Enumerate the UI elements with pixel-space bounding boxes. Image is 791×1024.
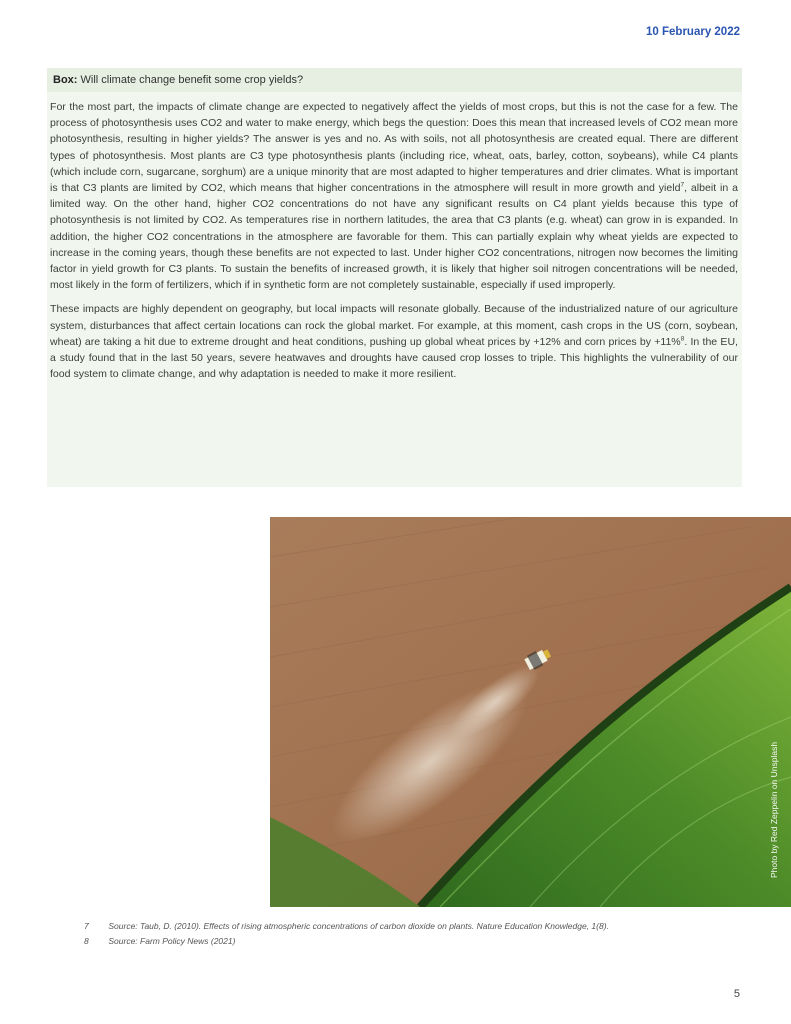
box-label: Box: [53, 74, 78, 86]
footnote-8 [84, 936, 609, 946]
page-number: 5 [733, 988, 740, 1000]
box-paragraph-1 [50, 99, 738, 293]
footnote-ref-8[interactable]: 8 [680, 335, 685, 343]
paragraph-2-text-b: . In the EU, a study found that in the last 50 years, severe heatwaves and droughts have caused crop losses to triple. This highlights the vulnerability of our food system to climate change, and why adaptation is needed to make it more resilient. [50, 335, 738, 381]
box-header [47, 68, 742, 92]
box-paragraph-2 [50, 301, 738, 382]
paragraph-1-text-a: For the most part, the impacts of climate change are expected to negatively affect the yields of most crops, but this is not the case for a few. The process of photosynthesis uses CO2 and water to make energy, which begs the question: Does this mean that increased levels of CO2 mean more photosynthesis, resulting in higher yields? The answer is yes and no. As with soils, not all photosynthesis are created equal. There are different types of photosynthesis. Most plants are C3 type photosynthesis plants (including rice, wheat, oats, barley, cotton, soybeans), while C4 plants (which include corn, sugarcane, sorghum) are a unique minority that are most adapted to higher temperatures and drier climates. What is important is that C3 plants are limited by CO2, which means that higher concentrations in the atmosphere will result in more growth and yield [50, 101, 738, 195]
footnote-number: 8 [84, 936, 89, 946]
field-illustration [270, 517, 791, 907]
header-date: 10 February 2022 [646, 26, 740, 38]
footnote-7 [84, 921, 609, 931]
paragraph-2-text-a: These impacts are highly dependent on geography, but local impacts will resonate globally. Because of the industrialized nature of our agriculture system, disturbances that affect certain locations can rock the global market. For example, at this moment, cash crops in the US (corn, soybean, wheat) are taking a hit due to extreme drought and heat conditions, pushing up global wheat prices by +12% and corn prices by +11% [50, 303, 738, 348]
box-title: Will climate change benefit some crop yields? [80, 74, 304, 86]
info-box [47, 68, 742, 487]
footnotes [84, 921, 609, 951]
photo-credit: Photo by Red Zeppelin on Unsplash [769, 741, 779, 878]
footnote-text: Source: Farm Policy News (2021) [108, 936, 236, 946]
footnote-text: Source: Taub, D. (2010). Effects of rising atmospheric concentrations of carbon dioxide on plants. Nature Education Knowledge, 1(8). [108, 921, 609, 931]
footnote-ref-7[interactable]: 7 [680, 181, 685, 189]
aerial-field-photo [270, 517, 791, 907]
paragraph-1-text-b: , albeit in a limited way. On the other hand, higher CO2 concentrations do not have any significant results on C4 plant yields because this type of photosynthesis is not limited by CO2. As temperatures rise in northern latitudes, the area that C3 plants (e.g. wheat) can grow in is expanded. In addition, the higher CO2 concentrations in the atmosphere are favorable for them. This can partially explain why wheat yields are expected to increase in the coming years, though these benefits are not expected to last. Under higher CO2 concentrations, nitrogen now becomes the limiting factor in yield growth for C3 plants. To sustain the benefits of increased growth, it is likely that higher soil nitrogen concentrations will be needed, most likely in the form of fertilizers, which if in synthetic form are not completely sustainable, especially if used improperly. [50, 182, 738, 292]
box-body [47, 92, 742, 382]
footnote-number: 7 [84, 921, 89, 931]
